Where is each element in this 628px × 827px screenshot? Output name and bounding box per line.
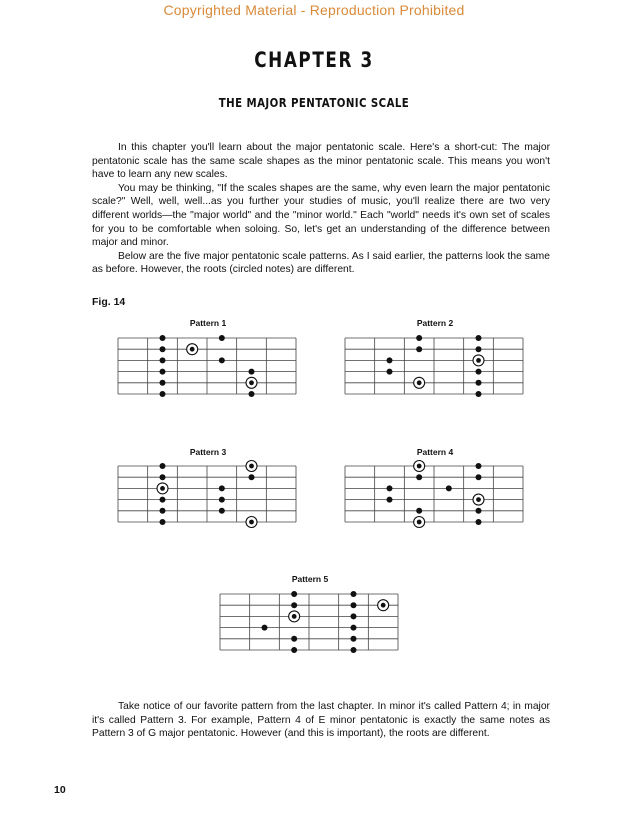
scale-note-dot [160,497,166,503]
scale-note-dot [160,391,166,397]
scale-note-dot [219,497,225,503]
chapter-title: CHAPTER 3 [254,48,374,72]
root-note-dot [190,347,195,352]
scale-note-dot [387,357,393,363]
pattern-1-fretboard [118,338,296,394]
scale-note-dot [160,508,166,514]
scale-note-dot [262,625,268,631]
pattern-4-title: Pattern 4 [416,447,454,457]
scale-note-dot [160,335,166,341]
scale-note-dot [291,647,297,653]
scale-note-dot [160,357,166,363]
closing-text [92,700,550,741]
paragraph: In this chapter you'll learn about the major pentatonic scale. Here's a short-cut: The major pentatonic scale has the same scale shapes as the minor pentatonic scale. This means you won't have to learn any new scales. [92,142,550,181]
scale-note-dot [416,346,422,352]
scale-note-dot [160,519,166,525]
scale-note-dot [219,508,225,514]
pattern-2-title: Pattern 2 [416,318,454,328]
root-note-dot [160,486,165,491]
root-note-dot [381,603,386,608]
root-note-dot [476,358,481,363]
scale-note-dot [387,369,393,375]
section-title: THE MAJOR PENTATONIC SCALE [218,96,410,110]
scale-note-dot [160,463,166,469]
scale-note-dot [249,474,255,480]
scale-note-dot [446,485,452,491]
scale-note-dot [476,369,482,375]
scale-note-dot [351,613,357,619]
scale-note-dot [476,519,482,525]
scale-note-dot [219,357,225,363]
scale-note-dot [219,485,225,491]
scale-note-dot [387,497,393,503]
pattern-5-fretboard [220,594,398,650]
copyright-watermark: Copyrighted Material - Reproduction Prohibited [163,2,465,18]
scale-note-dot [160,474,166,480]
pattern-4-fretboard [345,466,523,522]
scale-note-dot [351,602,357,608]
scale-note-dot [416,335,422,341]
root-note-dot [249,380,254,385]
scale-note-dot [416,474,422,480]
scale-note-dot [476,474,482,480]
paragraph: Below are the five major pentatonic scale patterns. As I said earlier, the patterns look the same as before. However, the roots (circled notes) are different. [92,250,550,276]
scale-note-dot [416,508,422,514]
root-note-dot [249,520,254,525]
pattern-3-title: Pattern 3 [189,447,227,457]
root-note-dot [417,520,422,525]
scale-note-dot [219,335,225,341]
scale-note-dot [351,647,357,653]
pattern-5-title: Pattern 5 [291,574,329,584]
pattern-3-fretboard [118,466,296,522]
pattern-1-title: Pattern 1 [189,318,227,328]
scale-note-dot [249,369,255,375]
scale-note-dot [476,346,482,352]
root-note-dot [476,497,481,502]
scale-note-dot [291,602,297,608]
scale-note-dot [351,625,357,631]
paragraph: You may be thinking, "If the scales shapes are the same, why even learn the major pentatonic scale?" Well, well, well...as you further your studies of music, you'll realize there are two very different worlds—the "major world" and the "minor world." Each "world" needs it's own set of scales for you to be comfortable when soloing. So, let's get an understanding of the difference between major and minor. [92,182,550,249]
scale-note-dot [160,369,166,375]
scale-note-dot [160,380,166,386]
scale-note-dot [476,463,482,469]
scale-note-dot [476,335,482,341]
scale-note-dot [249,391,255,397]
root-note-dot [249,464,254,469]
scale-note-dot [476,508,482,514]
scale-note-dot [387,485,393,491]
scale-note-dot [160,346,166,352]
page-number: 10 [54,784,66,796]
root-note-dot [417,464,422,469]
scale-note-dot [476,391,482,397]
scale-note-dot [476,380,482,386]
scale-note-dot [291,636,297,642]
root-note-dot [292,614,297,619]
figure-label: Fig. 14 [92,296,126,308]
paragraph: Take notice of our favorite pattern from the last chapter. In minor it's called Pattern 4; in major it's called Pattern 3. For example, Pattern 4 of E minor pentatonic is exactly the same notes as Pattern 3 of G major pentatonic. However (and this is important), the roots are different. [92,701,550,740]
scale-note-dot [351,636,357,642]
pattern-2-fretboard [345,338,523,394]
root-note-dot [417,380,422,385]
scale-note-dot [351,591,357,597]
intro-text [92,141,550,277]
scale-note-dot [291,591,297,597]
